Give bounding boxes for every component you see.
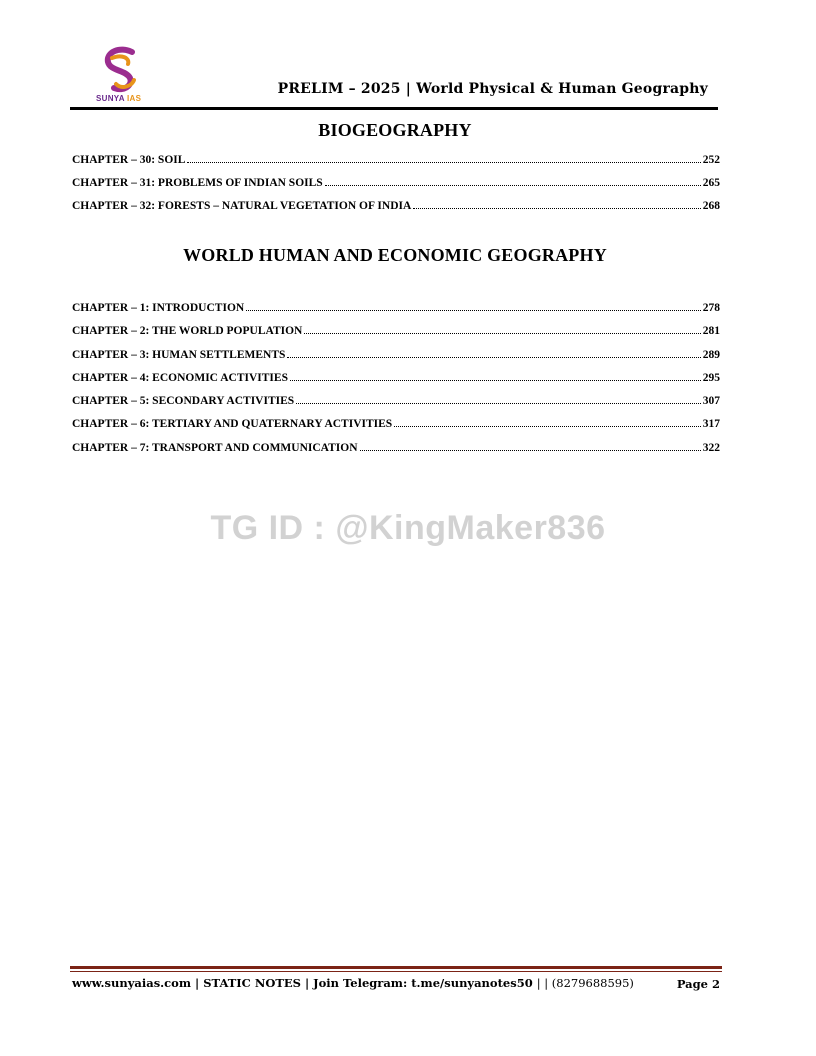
footer-phone: | | (8279688595) xyxy=(536,976,634,990)
section-heading-biogeography: BIOGEOGRAPHY xyxy=(318,120,472,140)
footer-divider-thick xyxy=(70,966,722,969)
toc-entry-page: 278 xyxy=(702,302,720,314)
toc-entry-title: CHAPTER – 30: SOIL xyxy=(72,154,186,166)
toc-entry[interactable] xyxy=(72,438,720,454)
toc-entry-title: CHAPTER – 4: ECONOMIC ACTIVITIES xyxy=(72,372,288,384)
toc-entry-title: CHAPTER – 32: FORESTS – NATURAL VEGETATION OF INDIA xyxy=(72,200,412,212)
logo-wordmark xyxy=(96,94,141,103)
toc-entry-page: 281 xyxy=(702,325,720,337)
toc-entry[interactable] xyxy=(72,298,720,314)
toc-leader-dots xyxy=(304,333,700,334)
toc-leader-dots xyxy=(287,357,700,358)
toc-leader-dots xyxy=(360,450,701,451)
footer-text xyxy=(72,976,634,990)
toc-entry[interactable] xyxy=(72,414,720,430)
toc-entry-page: 317 xyxy=(702,418,720,430)
logo-suffix: IAS xyxy=(127,94,142,103)
toc-leader-dots xyxy=(394,426,701,427)
toc-leader-dots xyxy=(246,310,701,311)
toc-entry[interactable] xyxy=(72,368,720,384)
toc-leader-dots xyxy=(413,208,700,209)
section-heading-world-human-economic: WORLD HUMAN AND ECONOMIC GEOGRAPHY xyxy=(183,245,607,265)
toc-entry-page: 265 xyxy=(702,177,720,189)
page-number: Page 2 xyxy=(676,977,720,991)
header-divider xyxy=(70,107,718,110)
logo-brand: SUNYA xyxy=(96,94,125,103)
toc-entry[interactable] xyxy=(72,321,720,337)
toc-entry[interactable] xyxy=(72,173,720,189)
header-title: PRELIM – 2025 | World Physical & Human Geography xyxy=(277,81,708,97)
toc-entry[interactable] xyxy=(72,391,720,407)
footer-divider-thin xyxy=(70,971,722,972)
toc-entry-title: CHAPTER – 6: TERTIARY AND QUATERNARY ACTIVITIES xyxy=(72,418,393,430)
toc-entry-title: CHAPTER – 7: TRANSPORT AND COMMUNICATION xyxy=(72,442,358,454)
toc-leader-dots xyxy=(296,403,701,404)
toc-entry-page: 268 xyxy=(702,200,720,212)
toc-leader-dots xyxy=(325,185,701,186)
watermark-text: TG ID : @KingMaker836 xyxy=(210,509,606,547)
toc-leader-dots xyxy=(187,162,700,163)
toc-entry[interactable] xyxy=(72,196,720,212)
toc-entry-title: CHAPTER – 2: THE WORLD POPULATION xyxy=(72,325,303,337)
toc-entry-page: 289 xyxy=(702,349,720,361)
toc-entry-page: 322 xyxy=(702,442,720,454)
toc-entry[interactable] xyxy=(72,345,720,361)
toc-entry-title: CHAPTER – 5: SECONDARY ACTIVITIES xyxy=(72,395,295,407)
toc-entry-page: 252 xyxy=(702,154,720,166)
toc-entry-title: CHAPTER – 1: INTRODUCTION xyxy=(72,302,245,314)
toc-leader-dots xyxy=(290,380,701,381)
toc-entry-title: CHAPTER – 31: PROBLEMS OF INDIAN SOILS xyxy=(72,177,323,189)
toc-entry-title: CHAPTER – 3: HUMAN SETTLEMENTS xyxy=(72,349,286,361)
footer-contact: www.sunyaias.com | STATIC NOTES | Join Telegram: t.me/sunyanotes50 xyxy=(72,976,537,990)
toc-entry-page: 295 xyxy=(702,372,720,384)
toc-entry-page: 307 xyxy=(702,395,720,407)
toc-entry[interactable] xyxy=(72,150,720,166)
